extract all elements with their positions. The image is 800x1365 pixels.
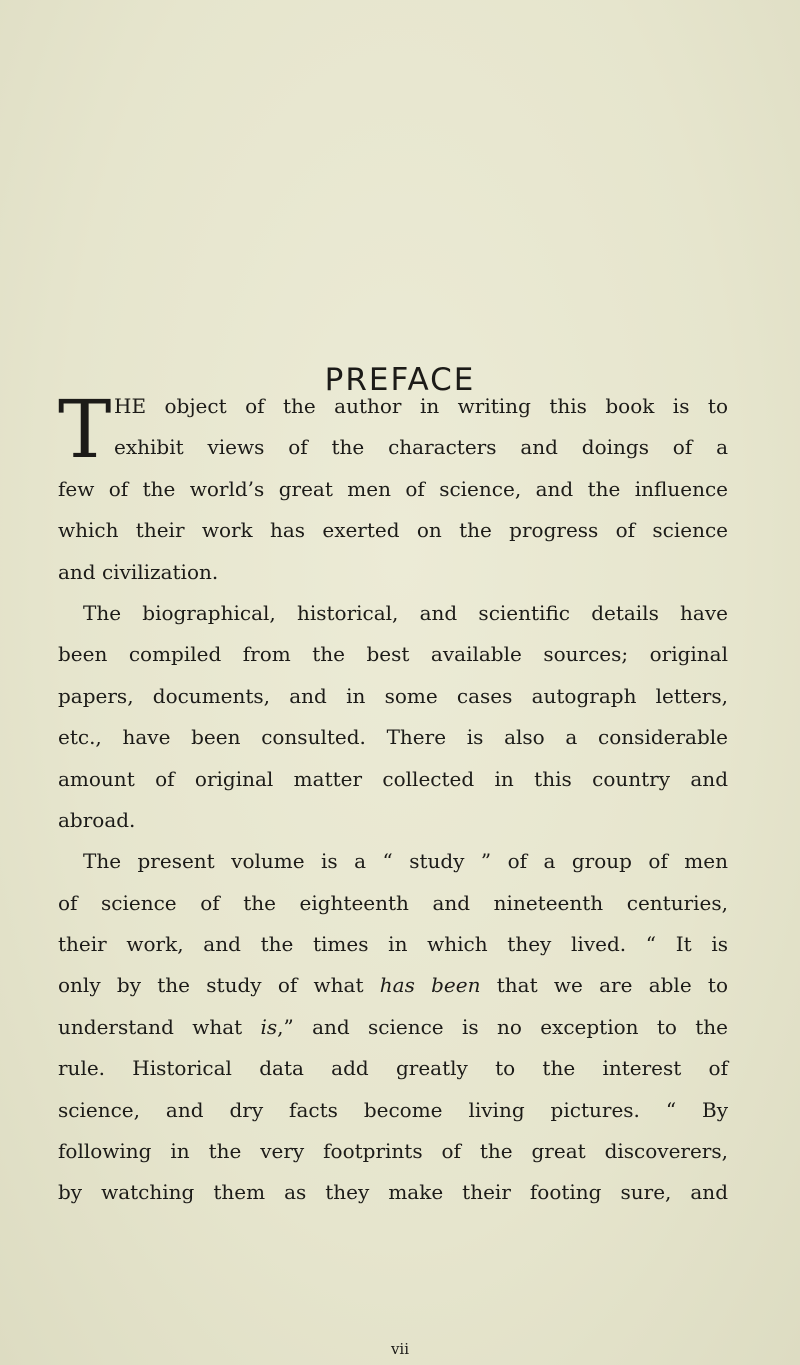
text-line: and civilization. xyxy=(58,559,219,584)
text-line: amount of original matter collected in this country and xyxy=(58,766,728,791)
text-line: following in the very footprints of the great discoverers, xyxy=(58,1139,728,1164)
emphasis: is xyxy=(260,1014,278,1039)
text-line: by watching them as they make their footing sure, and xyxy=(58,1180,728,1205)
paragraph-3 xyxy=(58,841,728,1214)
emphasis: has been xyxy=(379,973,481,998)
text-line: only by the study of what has been that we are able to xyxy=(58,973,728,998)
paragraph-2 xyxy=(58,593,728,841)
paragraph-1 xyxy=(58,383,728,593)
text-line: science, and dry facts become living pictures. “ By xyxy=(58,1097,728,1122)
text-line: rule. Historical data add greatly to the interest of xyxy=(58,1056,728,1081)
text-line: The biographical, historical, and scientific details have xyxy=(83,600,728,625)
text-line: their work, and the times in which they lived. “ It is xyxy=(58,932,728,957)
text-line: which their work has exerted on the progress of science xyxy=(58,518,728,543)
text-line: few of the world’s great men of science, and the influence xyxy=(58,476,728,501)
text-line: of science of the eighteenth and nineteenth centuries, xyxy=(58,890,728,915)
page-number: vii xyxy=(390,1340,410,1358)
text-line: abroad. xyxy=(58,807,136,832)
text-line: understand what is,” and science is no exception to the xyxy=(58,1014,729,1039)
text-line: exhibit views of the characters and doings of a xyxy=(114,435,728,460)
text-line: The present volume is a “ study ” of a group of men xyxy=(83,849,728,874)
text-line: been compiled from the best available sources; original xyxy=(58,642,728,667)
drop-cap: T xyxy=(58,383,112,476)
text-line: papers, documents, and in some cases autograph letters, xyxy=(58,683,728,708)
text-line: T HE object of the author in writing this book is to xyxy=(58,383,728,476)
text-line: etc., have been consulted. There is also a considerable xyxy=(58,725,728,750)
page-title: PREFACE xyxy=(324,362,476,398)
body-text xyxy=(58,383,729,1214)
